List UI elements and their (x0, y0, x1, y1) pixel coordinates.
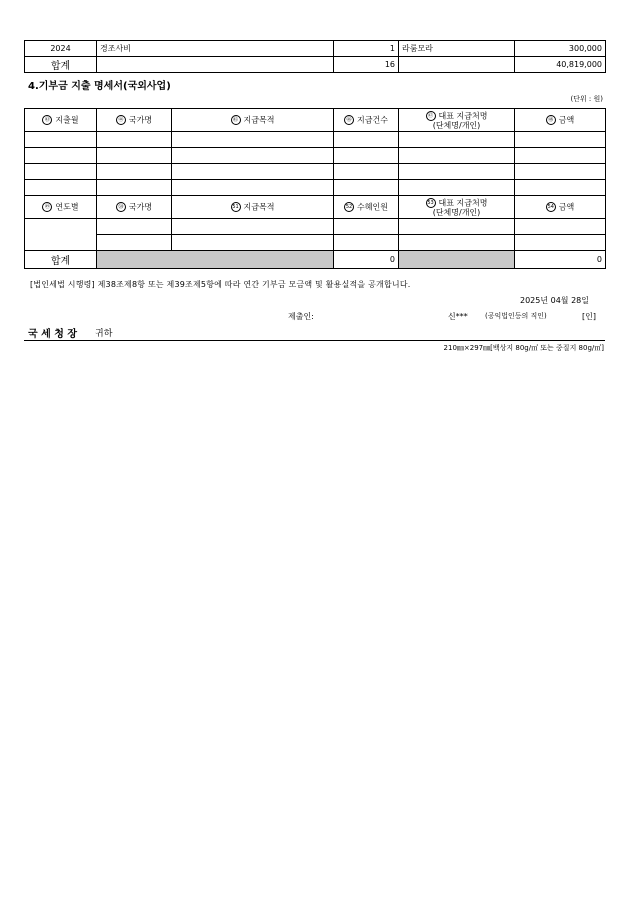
col-header: ㊿ 국가명 (97, 196, 172, 219)
circled-number: ㊼ (426, 111, 436, 121)
circled-number: ㊸ (42, 115, 52, 125)
submitter-label: 제출인: (288, 312, 314, 321)
circled-number: ㊻ (344, 115, 354, 125)
table-row (25, 164, 606, 180)
col-header: ㊹ 국가명 (97, 109, 172, 132)
count-cell: 1 (334, 41, 399, 57)
col-header: 52 수혜인원 (334, 196, 399, 219)
donation-usage-table-tail (24, 40, 606, 73)
col-header: ㊽ 금액 (515, 109, 606, 132)
table-row (25, 235, 606, 251)
circled-number: 52 (345, 204, 353, 210)
total-label: 합계 (25, 251, 97, 269)
total-amount: 0 (515, 251, 606, 269)
footer-rule (24, 340, 605, 341)
recipient: 국 세 청 장 (28, 329, 78, 340)
law-notice: [법인세법 시행령] 제38조제8항 또는 제39조제5항에 따라 연간 기부금 모금액 및 활용실적을 공개합니다. (30, 280, 411, 289)
submitter-role: (공익법인등의 직인) (485, 312, 547, 320)
col-header: ㊻ 지급건수 (334, 109, 399, 132)
total-count: 0 (334, 251, 399, 269)
circled-number: ㊽ (546, 115, 556, 125)
seal-mark: [인] (582, 312, 596, 321)
payee-cell: 라룸모라 (399, 41, 515, 57)
table-row (25, 41, 606, 57)
table-row (25, 148, 606, 164)
year-cell: 2024 (25, 41, 97, 57)
table-row (25, 132, 606, 148)
amount-cell: 300,000 (515, 41, 606, 57)
total-row (25, 57, 606, 73)
section-title: 4.기부금 지출 명세서(국외사업) (28, 81, 171, 92)
submitter-name: 신*** (448, 312, 468, 321)
col-header: 54 금액 (515, 196, 606, 219)
circled-number: 51 (232, 204, 239, 210)
col-header: ㊸ 지출월 (25, 109, 97, 132)
recipient-suffix: 귀하 (95, 329, 113, 339)
circled-number: 53 (427, 199, 434, 206)
table-row (25, 180, 606, 196)
col-header: ㊺ 지급목적 (172, 109, 334, 132)
col-header: ㊾ 연도별 (25, 196, 97, 219)
overseas-donation-table (24, 108, 606, 269)
circled-number: ㊾ (42, 202, 52, 212)
header-row-1 (25, 109, 606, 132)
total-row (25, 251, 606, 269)
circled-number: ㊿ (116, 202, 126, 212)
col-header: ㊼ 대표 지급처명 (단체명/개인) (399, 109, 515, 132)
col-header: 53 대표 지급처명 (단체명/개인) (399, 196, 515, 219)
purpose-cell: 경조사비 (97, 41, 334, 57)
paper-spec: 210㎜×297㎜[백상지 80g/㎡ 또는 중질지 80g/㎡] (443, 344, 604, 352)
header-row-2 (25, 196, 606, 219)
total-amount: 40,819,000 (515, 57, 606, 73)
unit-label: (단위 : 원) (570, 95, 603, 103)
circled-number: ㊹ (116, 115, 126, 125)
submission-date: 2025년 04월 28일 (520, 296, 589, 305)
total-count: 16 (334, 57, 399, 73)
total-label: 합계 (25, 57, 97, 73)
col-header: 51 지급목적 (172, 196, 334, 219)
circled-number: 54 (547, 204, 554, 210)
circled-number: ㊺ (231, 115, 241, 125)
table-row (25, 219, 606, 235)
